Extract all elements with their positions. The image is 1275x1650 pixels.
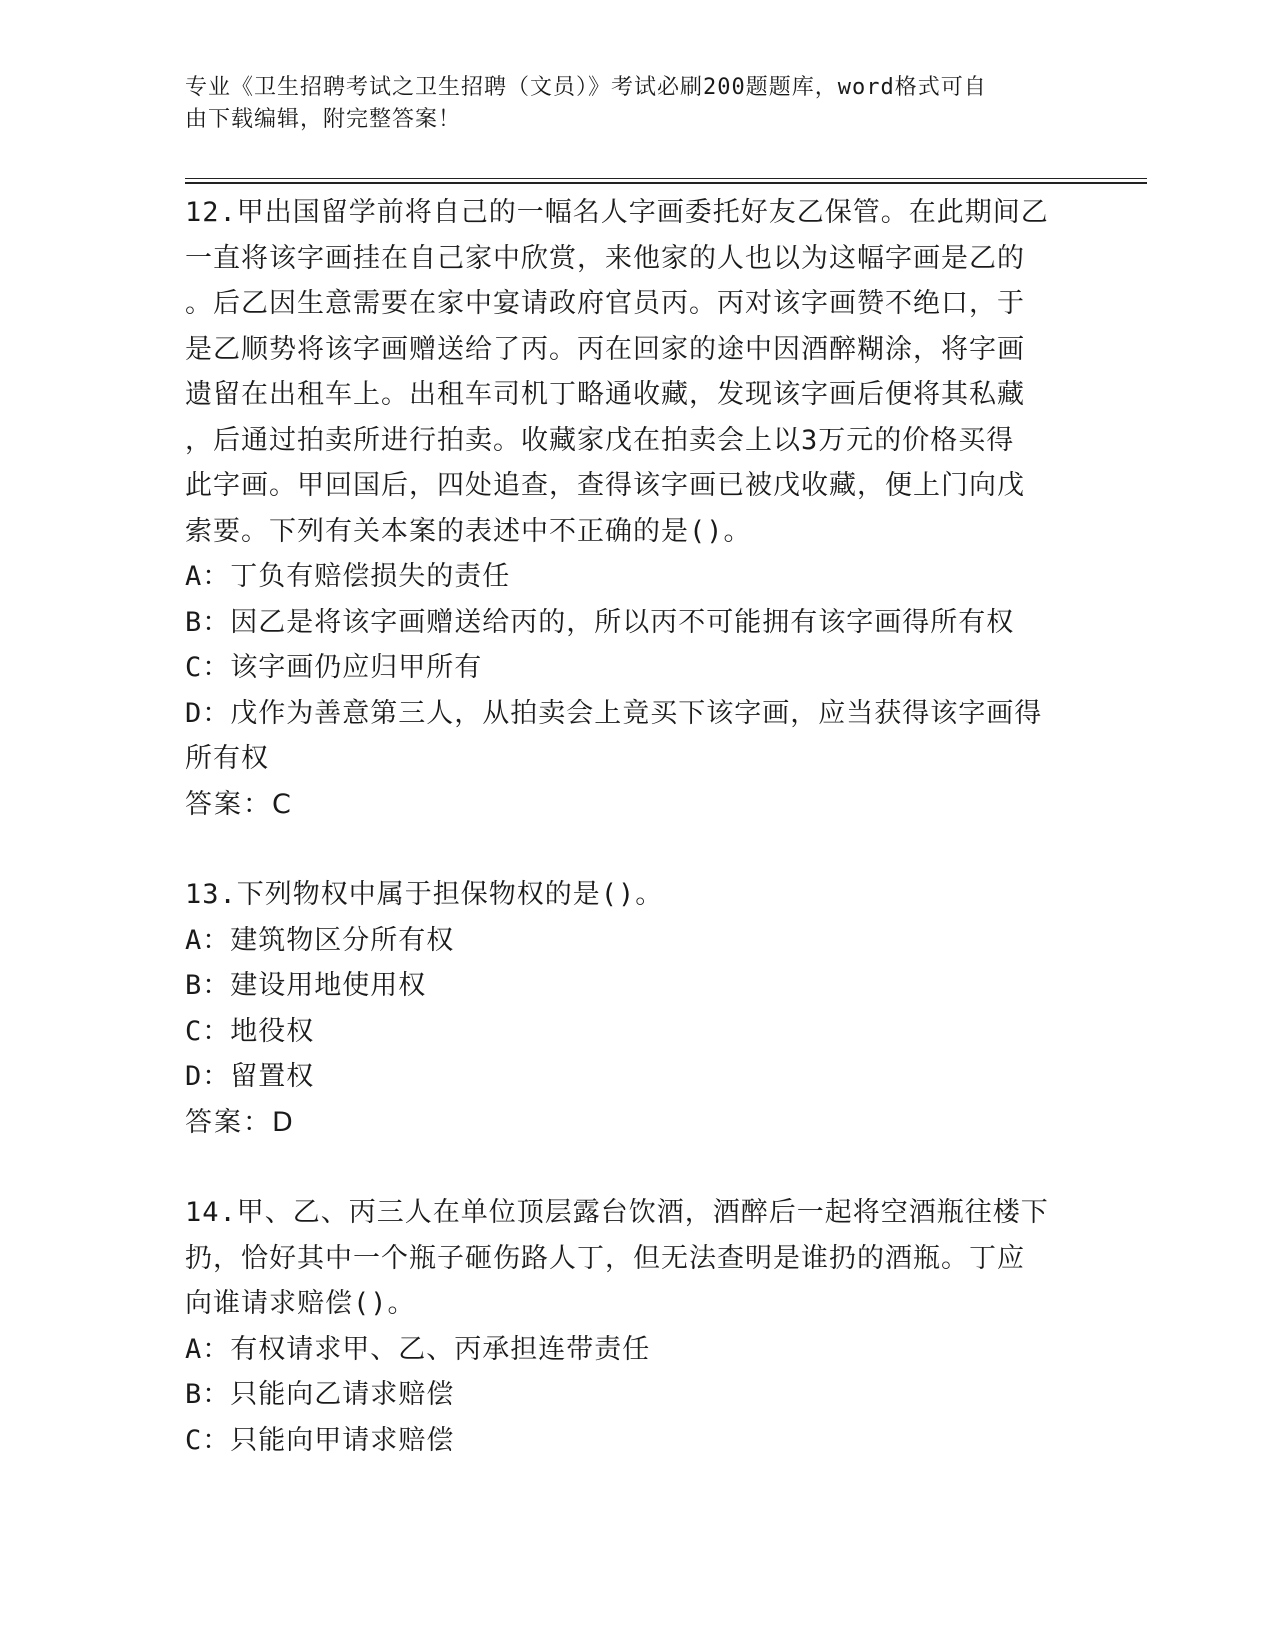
header-divider <box>185 178 1147 179</box>
question-block <box>185 190 1085 827</box>
question-text: 13.下列物权中属于担保物权的是()。 <box>185 879 664 910</box>
question-text: 遗留在出租车上。出租车司机丁略通收藏，发现该字画后便将其私藏 <box>185 379 1025 410</box>
question-text: 扔，恰好其中一个瓶子砸伤路人丁，但无法查明是谁扔的酒瓶。丁应 <box>185 1242 1025 1274</box>
header-line: 由下载编辑，附完整答案！ <box>185 107 462 132</box>
question-block <box>185 1190 1085 1463</box>
question-text: 14.甲、乙、丙三人在单位顶层露台饮酒，酒醉后一起将空酒瓶往楼下 <box>185 1197 1049 1228</box>
question-block <box>185 872 1085 1145</box>
document-body <box>185 190 1085 1463</box>
option-b: B：因乙是将该字画赠送给丙的，所以丙不可能拥有该字画得所有权 <box>185 606 1015 638</box>
question-text: ，后通过拍卖所进行拍卖。收藏家戊在拍卖会上以3万元的价格买得 <box>185 424 1015 456</box>
question-text: 此字画。甲回国后，四处追查，查得该字画已被戊收藏，便上门向戊 <box>185 470 1025 501</box>
option-a: A：丁负有赔偿损失的责任 <box>185 561 511 592</box>
answer-label: 答案：C <box>185 788 293 820</box>
question-text: 索要。下列有关本案的表述中不正确的是()。 <box>185 515 752 547</box>
option-b: B：建设用地使用权 <box>185 970 427 1001</box>
question-text: 。后乙因生意需要在家中宴请政府官员丙。丙对该字画赞不绝口，于 <box>185 288 1025 319</box>
question-text: 12.甲出国留学前将自己的一幅名人字画委托好友乙保管。在此期间乙 <box>185 197 1049 228</box>
question-text: 向谁请求赔偿()。 <box>185 1288 416 1319</box>
option-b: B：只能向乙请求赔偿 <box>185 1379 455 1410</box>
option-d-continued: 所有权 <box>185 743 269 774</box>
option-d: D：留置权 <box>185 1061 315 1092</box>
header-line: 专业《卫生招聘考试之卫生招聘（文员）》考试必刷200题题库，word格式可自 <box>185 75 987 100</box>
option-a: A：建筑物区分所有权 <box>185 924 455 956</box>
answer-label: 答案：D <box>185 1106 295 1138</box>
document-header <box>185 72 1065 136</box>
question-text: 一直将该字画挂在自己家中欣赏，来他家的人也以为这幅字画是乙的 <box>185 242 1025 274</box>
option-d: D：戊作为善意第三人，从拍卖会上竟买下该字画，应当获得该字画得 <box>185 697 1043 729</box>
option-c: C：地役权 <box>185 1015 315 1047</box>
option-c: C：该字画仍应归甲所有 <box>185 652 483 683</box>
option-a: A：有权请求甲、乙、丙承担连带责任 <box>185 1333 651 1365</box>
option-c: C：只能向甲请求赔偿 <box>185 1424 455 1456</box>
header-divider <box>185 182 1147 184</box>
question-text: 是乙顺势将该字画赠送给了丙。丙在回家的途中因酒醉糊涂，将字画 <box>185 333 1025 365</box>
